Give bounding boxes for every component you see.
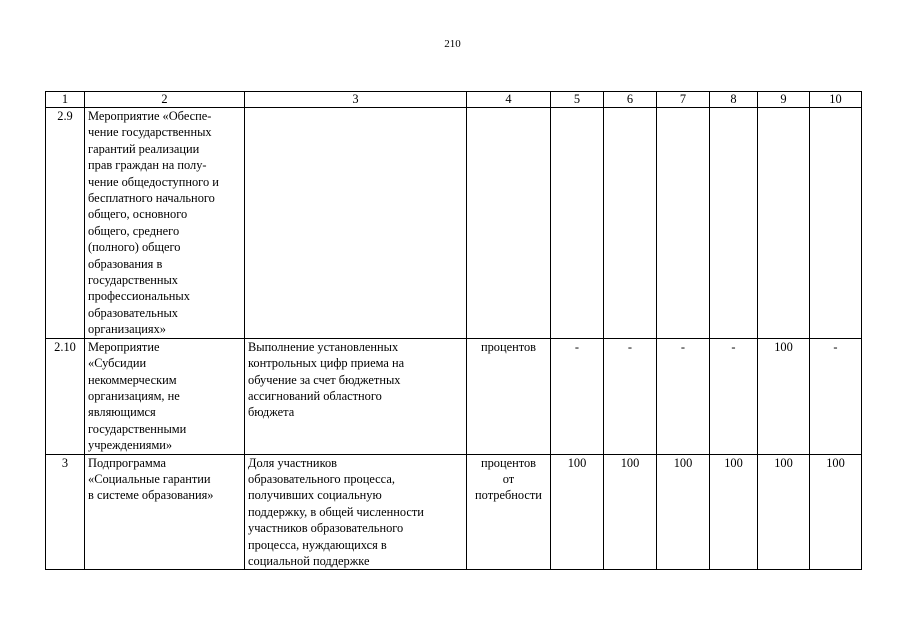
indicator-line: бюджета [248, 405, 295, 420]
table-row [46, 108, 862, 339]
event-line: Подпрограмма [88, 455, 166, 470]
column-number-9: 9 [758, 92, 810, 108]
value-cell [710, 108, 758, 339]
page-number: 210 [444, 38, 461, 50]
column-number-4: 4 [467, 92, 551, 108]
event-line: образования в [88, 256, 163, 271]
indicator-line: ассигнований областного [248, 388, 382, 403]
value-cell: 100 [657, 454, 710, 570]
value-cell [551, 108, 604, 339]
column-number-7: 7 [657, 92, 710, 108]
event-line: общего, основного [88, 207, 188, 222]
event-line: Мероприятие [88, 339, 160, 354]
event-line: «Субсидии [88, 356, 147, 371]
value-cell: - [810, 338, 862, 454]
row-number-cell: 2.10 [46, 338, 85, 454]
value-cell: 100 [810, 454, 862, 570]
row-number-cell: 2.9 [46, 108, 85, 339]
column-number-3: 3 [245, 92, 467, 108]
value-cell: 100 [551, 454, 604, 570]
indicator-line: получивших социальную [248, 488, 382, 503]
event-cell [85, 108, 245, 339]
header-row [46, 92, 862, 108]
value-cell: 100 [758, 338, 810, 454]
value-cell: - [710, 338, 758, 454]
value-cell [604, 108, 657, 339]
value-cell: 100 [604, 454, 657, 570]
event-line: «Социальные гарантии [88, 471, 211, 486]
event-cell [85, 338, 245, 454]
event-line: профессиональных [88, 289, 190, 304]
event-line: прав граждан на полу- [88, 158, 207, 173]
indicator-cell [245, 108, 467, 339]
unit-cell [467, 108, 551, 339]
table-row [46, 454, 862, 570]
value-cell: - [604, 338, 657, 454]
table-body [46, 92, 862, 570]
event-line: некоммерческим [88, 372, 177, 387]
event-line: чение общедоступного и [88, 174, 219, 189]
event-line: Мероприятие «Обеспе- [88, 109, 212, 123]
value-cell: - [551, 338, 604, 454]
indicator-line: образовательного процесса, [248, 471, 395, 486]
indicators-table [45, 91, 862, 570]
value-cell [810, 108, 862, 339]
indicator-line: контрольных цифр приема на [248, 356, 405, 371]
indicator-line: Доля участников [248, 455, 338, 470]
event-line: бесплатного начального [88, 191, 215, 206]
table-row [46, 338, 862, 454]
event-line: (полного) общего [88, 240, 181, 255]
indicator-line: процесса, нуждающихся в [248, 537, 387, 552]
column-number-6: 6 [604, 92, 657, 108]
indicator-line: поддержку, в общей численности [248, 504, 424, 519]
event-line: учреждениями» [88, 438, 173, 453]
indicator-cell [245, 454, 467, 570]
value-cell: 100 [710, 454, 758, 570]
indicator-line: обучение за счет бюджетных [248, 372, 401, 387]
event-line: организациям, не [88, 388, 180, 403]
indicator-line: Выполнение установленных [248, 339, 399, 354]
column-number-5: 5 [551, 92, 604, 108]
indicator-line: участников образовательного [248, 521, 404, 536]
event-cell [85, 454, 245, 570]
value-cell: - [657, 338, 710, 454]
event-line: в системе образования» [88, 488, 214, 503]
unit-line: от [502, 471, 515, 486]
column-number-1: 1 [46, 92, 85, 108]
event-line: государственными [88, 421, 187, 436]
indicator-line: социальной поддержке [248, 553, 370, 568]
indicator-cell [245, 338, 467, 454]
unit-line: потребности [475, 488, 542, 503]
column-number-2: 2 [85, 92, 245, 108]
column-number-8: 8 [710, 92, 758, 108]
value-cell [758, 108, 810, 339]
row-number-cell: 3 [46, 454, 85, 570]
value-cell [657, 108, 710, 339]
unit-cell [467, 338, 551, 454]
event-line: государственных [88, 273, 179, 288]
unit-line: процентов [480, 455, 537, 470]
event-line: организациях» [88, 322, 166, 337]
event-line: образовательных [88, 305, 178, 320]
value-cell: 100 [758, 454, 810, 570]
unit-cell [467, 454, 551, 570]
event-line: являющимся [88, 405, 156, 420]
unit-line: процентов [480, 339, 537, 354]
column-number-10: 10 [810, 92, 862, 108]
event-line: общего, среднего [88, 223, 180, 238]
event-line: чение государственных [88, 125, 212, 140]
event-line: гарантий реализации [88, 141, 200, 156]
